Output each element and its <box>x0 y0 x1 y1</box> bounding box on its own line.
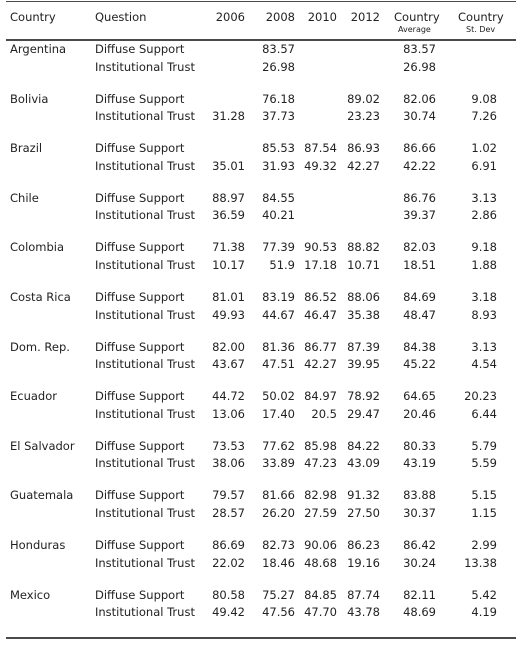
value-cell-sd: 5.79 <box>471 438 497 453</box>
value-cell-v2006: 81.01 <box>212 290 245 304</box>
value-cell-v2006: 71.38 <box>212 240 245 255</box>
value-cell-avg: 84.69 <box>403 290 436 304</box>
value-cell-v2012: 23.23 <box>347 109 380 124</box>
value-cell-v2008: 37.73 <box>262 109 295 124</box>
value-cell-v2008: 82.73 <box>262 538 295 552</box>
question-cell: Diffuse Support <box>95 240 185 255</box>
value-cell-v2006: 38.06 <box>212 456 245 471</box>
value-cell-sd: 5.15 <box>471 488 497 503</box>
question-cell: Diffuse Support <box>95 488 185 503</box>
value-cell-avg: 80.33 <box>403 438 436 453</box>
value-cell-sd: 1.15 <box>471 505 497 520</box>
question-cell: Institutional Trust <box>95 605 195 620</box>
value-cell-v2012: 84.22 <box>347 438 380 453</box>
value-cell-sd: 7.26 <box>471 109 497 124</box>
header-question: Question <box>95 10 147 24</box>
value-cell-v2012: 29.47 <box>347 406 380 421</box>
value-cell-sd: 4.19 <box>471 605 497 620</box>
value-cell-sd: 13.38 <box>464 555 497 570</box>
value-cell-v2006: 88.97 <box>212 190 245 205</box>
question-cell: Institutional Trust <box>95 357 195 372</box>
header-2006: 2006 <box>215 10 245 24</box>
value-cell-v2008: 40.21 <box>262 208 295 223</box>
question-cell: Institutional Trust <box>95 555 195 570</box>
value-cell-v2008: 33.89 <box>262 456 295 471</box>
question-cell: Diffuse Support <box>95 389 185 404</box>
value-cell-v2012: 89.02 <box>347 91 380 106</box>
value-cell-avg: 20.46 <box>403 406 436 421</box>
value-cell-v2008: 26.98 <box>262 59 295 74</box>
question-cell: Institutional Trust <box>95 257 195 272</box>
value-cell-v2010: 90.53 <box>304 240 337 255</box>
country-cell: Guatemala <box>10 488 74 503</box>
country-cell: Ecuador <box>10 389 57 404</box>
value-cell-avg: 30.24 <box>403 555 436 570</box>
header-stdev: Country <box>458 10 504 24</box>
country-cell: El Salvador <box>10 438 75 453</box>
value-cell-v2008: 51.9 <box>269 257 295 272</box>
value-cell-sd: 3.18 <box>471 290 497 304</box>
question-cell: Institutional Trust <box>95 158 195 173</box>
value-cell-v2008: 26.20 <box>262 505 295 520</box>
value-cell-avg: 26.98 <box>403 59 436 74</box>
value-cell-sd: 2.99 <box>471 538 497 552</box>
value-cell-sd: 5.59 <box>471 456 497 471</box>
question-cell: Diffuse Support <box>95 290 185 304</box>
value-cell-v2006: 35.01 <box>212 158 245 173</box>
value-cell-v2012: 86.93 <box>347 141 380 156</box>
value-cell-v2008: 85.53 <box>262 141 295 156</box>
value-cell-v2006: 36.59 <box>212 208 245 223</box>
value-cell-avg: 18.51 <box>403 257 436 272</box>
value-cell-v2010: 47.70 <box>304 605 337 620</box>
value-cell-v2012: 86.23 <box>347 538 380 552</box>
value-cell-v2010: 84.85 <box>304 587 337 602</box>
value-cell-avg: 42.22 <box>403 158 436 173</box>
value-cell-v2012: 87.74 <box>347 587 380 602</box>
question-cell: Diffuse Support <box>95 42 185 56</box>
value-cell-v2010: 85.98 <box>304 438 337 453</box>
value-cell-v2006: 10.17 <box>212 257 245 272</box>
value-cell-avg: 83.57 <box>403 42 436 56</box>
header-average: Country <box>394 10 440 24</box>
question-cell: Diffuse Support <box>95 91 185 106</box>
country-cell: Costa Rica <box>10 290 71 304</box>
table-bottom-rule <box>6 637 516 639</box>
question-cell: Institutional Trust <box>95 505 195 520</box>
country-cell: Dom. Rep. <box>10 339 70 354</box>
question-cell: Diffuse Support <box>95 587 185 602</box>
value-cell-avg: 43.19 <box>403 456 436 471</box>
value-cell-sd: 9.08 <box>471 91 497 106</box>
value-cell-v2010: 86.52 <box>304 290 337 304</box>
question-cell: Institutional Trust <box>95 406 195 421</box>
value-cell-sd: 2.86 <box>471 208 497 223</box>
question-cell: Diffuse Support <box>95 538 185 552</box>
value-cell-avg: 64.65 <box>403 389 436 404</box>
value-cell-sd: 1.02 <box>471 141 497 156</box>
value-cell-v2006: 49.42 <box>212 605 245 620</box>
value-cell-v2008: 18.46 <box>262 555 295 570</box>
value-cell-v2008: 75.27 <box>262 587 295 602</box>
header-average-sub: Average <box>398 25 431 34</box>
value-cell-v2006: 79.57 <box>212 488 245 503</box>
value-cell-sd: 9.18 <box>471 240 497 255</box>
value-cell-v2012: 91.32 <box>347 488 380 503</box>
value-cell-avg: 84.38 <box>403 339 436 354</box>
value-cell-sd: 20.23 <box>464 389 497 404</box>
value-cell-v2012: 87.39 <box>347 339 380 354</box>
value-cell-v2010: 87.54 <box>304 141 337 156</box>
value-cell-v2012: 35.38 <box>347 307 380 322</box>
question-cell: Institutional Trust <box>95 109 195 124</box>
question-cell: Diffuse Support <box>95 141 185 156</box>
value-cell-v2008: 31.93 <box>262 158 295 173</box>
value-cell-avg: 48.69 <box>403 605 436 620</box>
value-cell-avg: 82.03 <box>403 240 436 255</box>
header-2010: 2010 <box>307 10 337 24</box>
country-cell: Brazil <box>10 141 43 156</box>
value-cell-v2008: 81.36 <box>262 339 295 354</box>
value-cell-v2006: 73.53 <box>212 438 245 453</box>
table-top-rule <box>6 1 516 2</box>
value-cell-v2010: 42.27 <box>304 357 337 372</box>
value-cell-avg: 86.66 <box>403 141 436 156</box>
value-cell-avg: 30.37 <box>403 505 436 520</box>
header-2012: 2012 <box>350 10 380 24</box>
question-cell: Institutional Trust <box>95 307 195 322</box>
value-cell-avg: 30.74 <box>403 109 436 124</box>
value-cell-v2008: 84.55 <box>262 190 295 205</box>
value-cell-v2012: 88.82 <box>347 240 380 255</box>
value-cell-v2010: 84.97 <box>304 389 337 404</box>
value-cell-avg: 82.06 <box>403 91 436 106</box>
value-cell-avg: 39.37 <box>403 208 436 223</box>
question-cell: Diffuse Support <box>95 438 185 453</box>
value-cell-v2010: 49.32 <box>304 158 337 173</box>
value-cell-v2008: 17.40 <box>262 406 295 421</box>
question-cell: Diffuse Support <box>95 339 185 354</box>
question-cell: Institutional Trust <box>95 208 195 223</box>
value-cell-v2012: 78.92 <box>347 389 380 404</box>
value-cell-avg: 86.76 <box>403 190 436 205</box>
value-cell-v2006: 80.58 <box>212 587 245 602</box>
value-cell-v2006: 28.57 <box>212 505 245 520</box>
value-cell-v2010: 17.18 <box>304 257 337 272</box>
value-cell-v2008: 81.66 <box>262 488 295 503</box>
value-cell-v2012: 42.27 <box>347 158 380 173</box>
value-cell-v2010: 90.06 <box>304 538 337 552</box>
value-cell-v2008: 83.57 <box>262 42 295 56</box>
country-cell: Argentina <box>10 42 67 56</box>
country-cell: Chile <box>10 190 39 205</box>
value-cell-sd: 4.54 <box>471 357 497 372</box>
value-cell-v2006: 22.02 <box>212 555 245 570</box>
value-cell-v2008: 47.51 <box>262 357 295 372</box>
value-cell-avg: 82.11 <box>403 587 436 602</box>
value-cell-v2008: 76.18 <box>262 91 295 106</box>
value-cell-v2010: 27.59 <box>304 505 337 520</box>
value-cell-v2008: 83.19 <box>262 290 295 304</box>
header-country: Country <box>10 10 56 24</box>
value-cell-sd: 3.13 <box>471 190 497 205</box>
value-cell-v2006: 43.67 <box>212 357 245 372</box>
country-cell: Mexico <box>10 587 51 602</box>
value-cell-sd: 6.91 <box>471 158 497 173</box>
value-cell-v2012: 43.78 <box>347 605 380 620</box>
value-cell-avg: 48.47 <box>403 307 436 322</box>
value-cell-v2012: 88.06 <box>347 290 380 304</box>
value-cell-sd: 3.13 <box>471 339 497 354</box>
value-cell-sd: 1.88 <box>471 257 497 272</box>
header-2008: 2008 <box>265 10 295 24</box>
value-cell-v2010: 86.77 <box>304 339 337 354</box>
value-cell-v2006: 31.28 <box>212 109 245 124</box>
header-stdev-sub: St. Dev <box>466 25 496 34</box>
value-cell-v2012: 10.71 <box>347 257 380 272</box>
value-cell-v2010: 48.68 <box>304 555 337 570</box>
value-cell-v2008: 77.62 <box>262 438 295 453</box>
value-cell-sd: 6.44 <box>471 406 497 421</box>
value-cell-v2006: 49.93 <box>212 307 245 322</box>
value-cell-avg: 86.42 <box>403 538 436 552</box>
value-cell-avg: 45.22 <box>403 357 436 372</box>
value-cell-sd: 8.93 <box>471 307 497 322</box>
value-cell-v2006: 82.00 <box>212 339 245 354</box>
value-cell-v2012: 43.09 <box>347 456 380 471</box>
value-cell-v2008: 47.56 <box>262 605 295 620</box>
value-cell-v2010: 82.98 <box>304 488 337 503</box>
value-cell-v2008: 50.02 <box>262 389 295 404</box>
question-cell: Institutional Trust <box>95 59 195 74</box>
table-header-rule <box>6 39 516 41</box>
value-cell-v2006: 13.06 <box>212 406 245 421</box>
value-cell-avg: 83.88 <box>403 488 436 503</box>
value-cell-v2006: 44.72 <box>212 389 245 404</box>
value-cell-v2012: 19.16 <box>347 555 380 570</box>
value-cell-v2012: 27.50 <box>347 505 380 520</box>
value-cell-v2010: 47.23 <box>304 456 337 471</box>
value-cell-v2006: 86.69 <box>212 538 245 552</box>
value-cell-v2010: 46.47 <box>304 307 337 322</box>
country-cell: Colombia <box>10 240 65 255</box>
question-cell: Institutional Trust <box>95 456 195 471</box>
value-cell-v2012: 39.95 <box>347 357 380 372</box>
value-cell-v2010: 20.5 <box>311 406 337 421</box>
value-cell-sd: 5.42 <box>471 587 497 602</box>
value-cell-v2008: 44.67 <box>262 307 295 322</box>
country-cell: Bolivia <box>10 91 49 106</box>
value-cell-v2008: 77.39 <box>262 240 295 255</box>
question-cell: Diffuse Support <box>95 190 185 205</box>
country-cell: Honduras <box>10 538 66 552</box>
